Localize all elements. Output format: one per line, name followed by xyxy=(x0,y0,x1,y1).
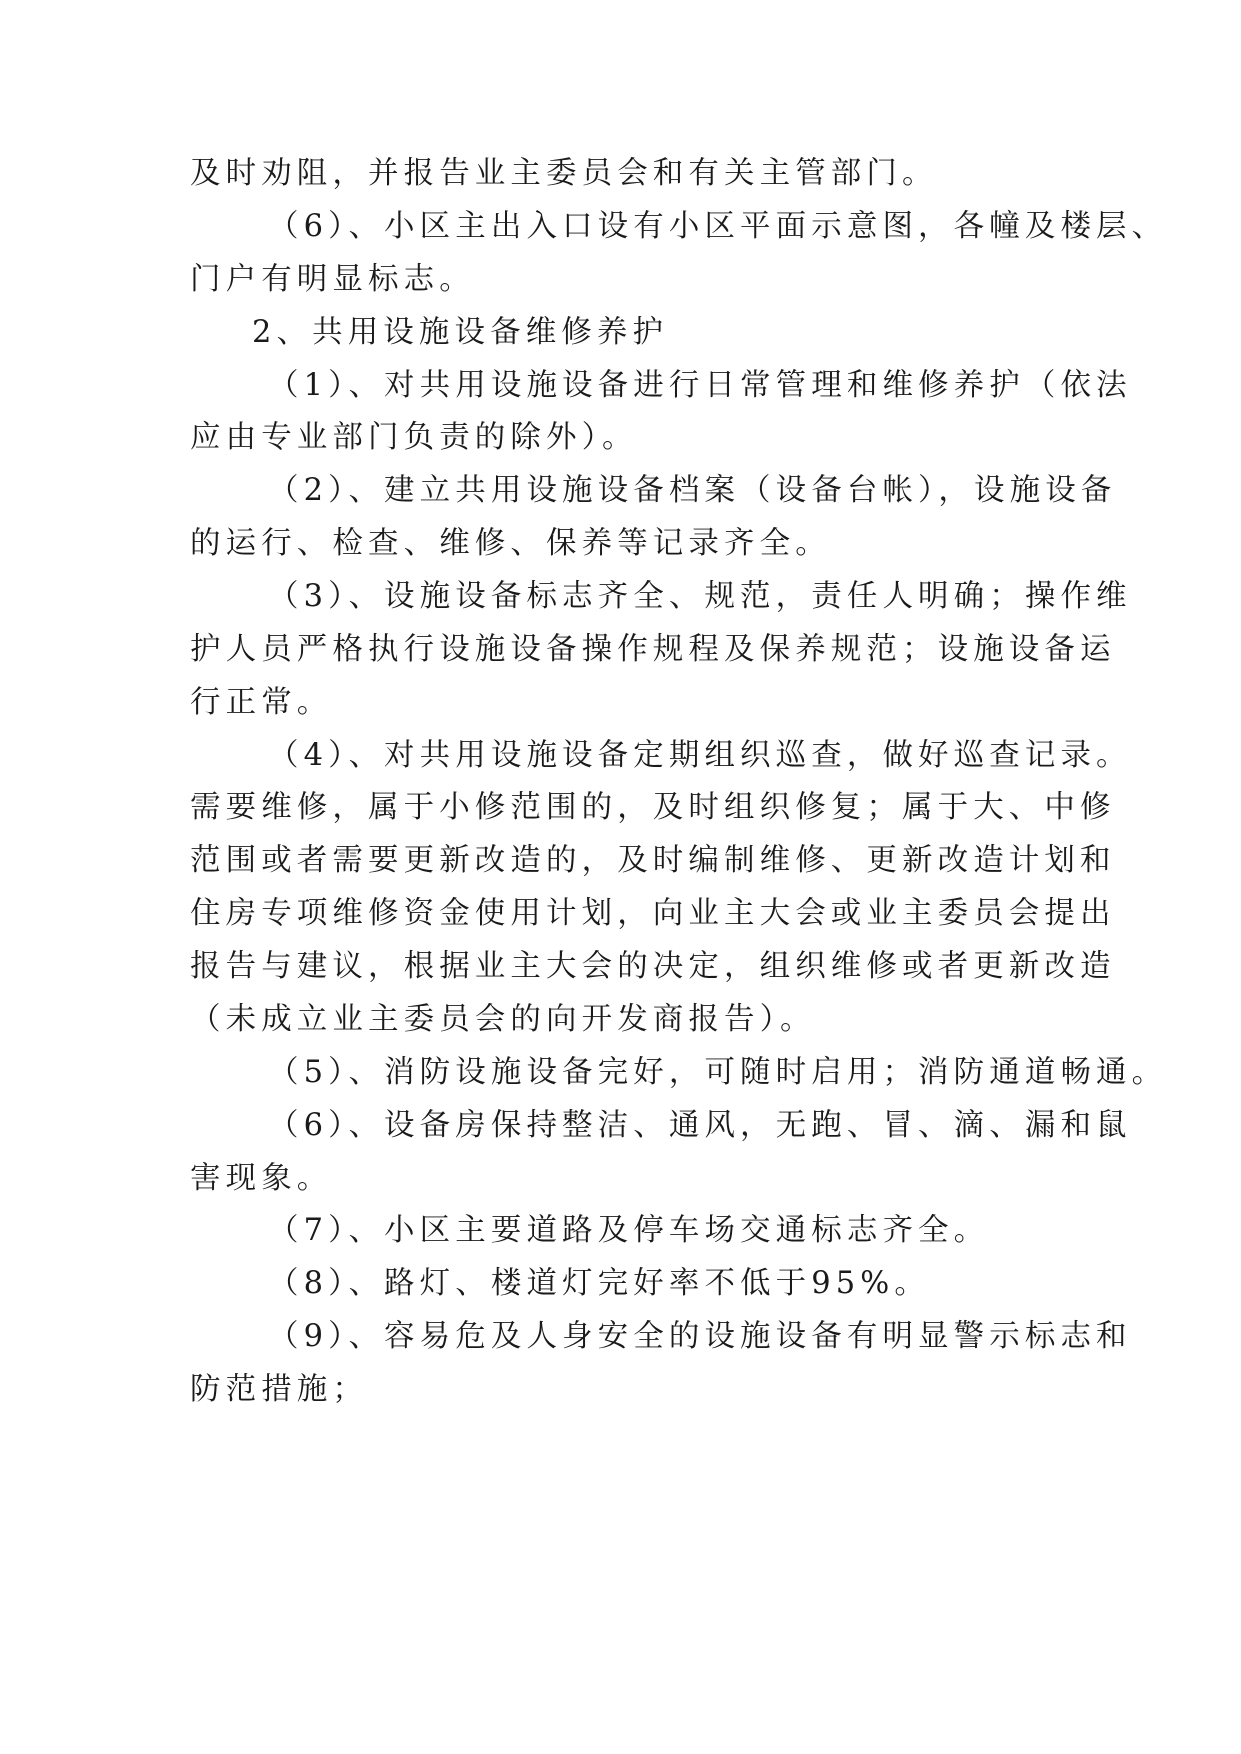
text-line: （4）、对共用设施设备定期组织巡查，做好巡查记录。 xyxy=(268,738,1132,773)
text-line: 门户有明显标志。 xyxy=(190,262,475,297)
text-line: 防范措施； xyxy=(190,1372,368,1407)
text-line: （3）、设施设备标志齐全、规范，责任人明确；操作维 xyxy=(268,579,1132,614)
text-line: 应由专业部门负责的除外）。 xyxy=(190,420,638,455)
text-line: 住房专项维修资金使用计划，向业主大会或业主委员会提出 xyxy=(190,896,1116,931)
text-line: （6）、设备房保持整洁、通风，无跑、冒、滴、漏和鼠 xyxy=(268,1108,1132,1143)
text-line: 及时劝阻，并报告业主委员会和有关主管部门。 xyxy=(190,156,938,191)
text-line: （5）、消防设施设备完好，可随时启用；消防通道畅通。 xyxy=(268,1055,1168,1090)
text-line: 行正常。 xyxy=(190,685,333,720)
text-line: 害现象。 xyxy=(190,1161,333,1196)
text-line: （1）、对共用设施设备进行日常管理和维修养护（依法 xyxy=(268,368,1132,403)
text-line: 范围或者需要更新改造的，及时编制维修、更新改造计划和 xyxy=(190,843,1116,878)
section-heading: 2、共用设施设备维修养护 xyxy=(252,315,669,350)
text-line: 护人员严格执行设施设备操作规程及保养规范；设施设备运 xyxy=(190,632,1116,667)
text-line: （2）、建立共用设施设备档案（设备台帐），设施设备 xyxy=(268,473,1117,508)
text-line: （7）、小区主要道路及停车场交通标志齐全。 xyxy=(268,1213,990,1248)
text-line: （9）、容易危及人身安全的设施设备有明显警示标志和 xyxy=(268,1319,1132,1354)
text-line: （未成立业主委员会的向开发商报告）。 xyxy=(190,1002,816,1037)
text-line: 报告与建议，根据业主大会的决定，组织维修或者更新改造 xyxy=(190,949,1116,984)
text-line: 的运行、检查、维修、保养等记录齐全。 xyxy=(190,526,831,561)
text-line: （6）、小区主出入口设有小区平面示意图，各幢及楼层、 xyxy=(268,209,1168,244)
text-line: 需要维修，属于小修范围的，及时组织修复；属于大、中修 xyxy=(190,790,1116,825)
text-line: （8）、路灯、楼道灯完好率不低于95%。 xyxy=(268,1266,930,1301)
